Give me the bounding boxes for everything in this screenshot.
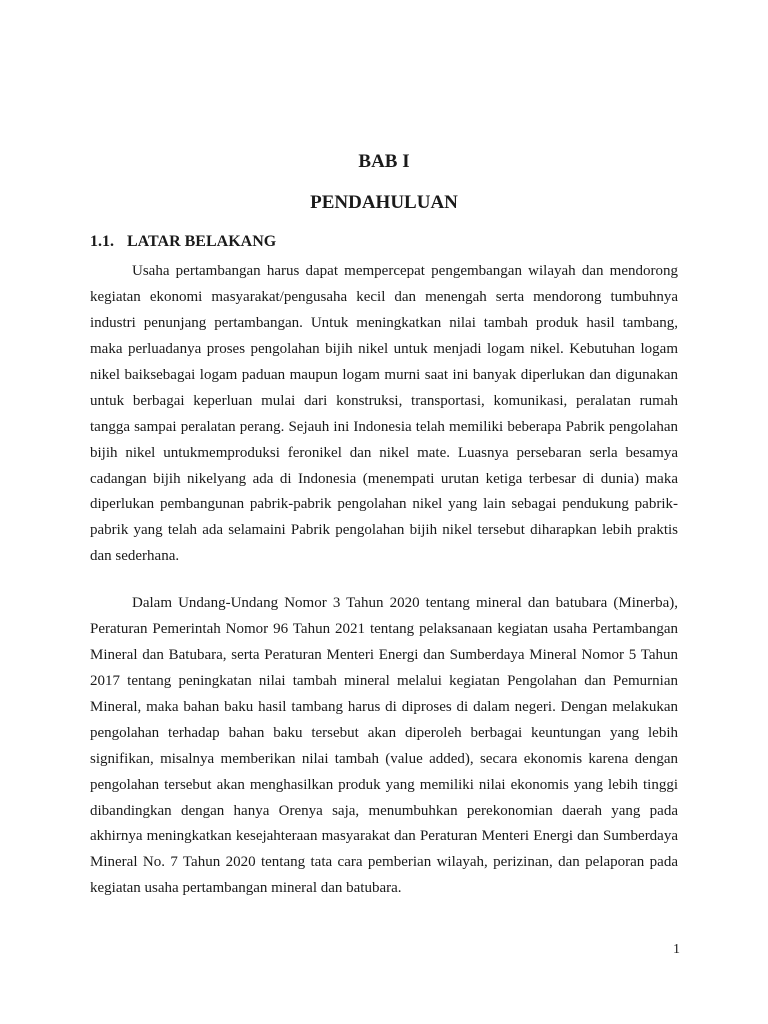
paragraph-line: Mineral dan Batubara, serta Peraturan Menteri Energi dan Sumberdaya Mineral Nomor 5 Tahun (90, 646, 678, 663)
paragraph-line: pengolahan terhadap bahan baku tersebut akan diperoleh berbagai keuntungan yang lebih (90, 724, 678, 741)
paragraph-line: industri penunjang pertambangan. Untuk meningkatkan nilai tambah produk hasil tambang, (90, 314, 678, 331)
section-title: LATAR BELAKANG (127, 233, 277, 250)
paragraph-line: cadangan bijih nikelyang ada di Indonesia (menempati urutan ketiga terbesar di dunia) maka (90, 470, 678, 487)
paragraph-latar-belakang-1 (90, 259, 678, 570)
paragraph-line: diperlukan pembangunan pabrik-pabrik pengolahan nikel yang lain sebagai pendukung pabrik- (90, 496, 678, 513)
chapter-title: PENDAHULUAN (310, 192, 458, 213)
paragraph-line: dibandingkan dengan hanya Orenya saja, menumbuhkan perekonomian daerah yang pada (90, 802, 678, 819)
paragraph-latar-belakang-2 (90, 591, 678, 902)
paragraph-line: signifikan, misalnya memberikan nilai tambah (value added), secara ekonomis karena dengan (90, 750, 678, 767)
paragraph-line: pengolahan tersebut akan menghasilkan produk yang memiliki nilai ekonomis yang lebih tinggi (90, 776, 678, 793)
paragraph-line: Mineral No. 7 Tahun 2020 tentang tata cara pemberian wilayah, perizinan, dan pelaporan pada (90, 854, 678, 871)
page-number: 1 (673, 942, 680, 957)
paragraph-line: Usaha pertambangan harus dapat mempercepat pengembangan wilayah dan mendorong (132, 263, 678, 279)
paragraph-line: Mineral, maka bahan baku hasil tambang harus di diproses di dalam negeri. Dengan melakukan (90, 698, 678, 715)
paragraph-line: akhirnya meningkatkan kesejahteraan masyarakat dan Peraturan Menteri Energi dan Sumberdaya (90, 828, 678, 845)
paragraph-line: untuk berbagai keperluan mulai dari konstruksi, transportasi, komunikasi, peralatan rumah (90, 392, 678, 409)
paragraph-line: Peraturan Pemerintah Nomor 96 Tahun 2021 tentang pelaksanaan kegiatan usaha Pertambangan (90, 620, 678, 637)
paragraph-line: tangga sampai peralatan perang. Sejauh ini Indonesia telah memiliki beberapa Pabrik pengolahan (90, 418, 678, 435)
paragraph-line: maka perluadanya proses pengolahan bijih nikel untuk menjadi logam nikel. Kebutuhan logam (90, 340, 678, 357)
paragraph-line: kegiatan usaha pertambangan mineral dan batubara. (90, 880, 402, 897)
chapter-number: BAB I (358, 151, 410, 172)
paragraph-line: 2017 tentang peningkatan nilai tambah mineral melalui kegiatan Pengolahan dan Pemurnian (90, 672, 678, 689)
paragraph-line: Dalam Undang-Undang Nomor 3 Tahun 2020 tentang mineral dan batubara (Minerba), (132, 595, 678, 611)
paragraph-line: dan sederhana. (90, 548, 180, 565)
paragraph-line: kegiatan ekonomi masyarakat/pengusaha kecil dan menengah serta mendorong tumbuhnya (90, 288, 678, 305)
paragraph-line: bijih nikel untukmemproduksi feronikel dan nikel mate. Luasnya persebaran serla besamya (90, 444, 678, 461)
section-heading (90, 230, 276, 254)
paragraph-line: nikel baiksebagai logam paduan maupun logam murni saat ini banyak diperlukan dan digunakan (90, 366, 678, 383)
section-number: 1.1. (90, 233, 114, 250)
paragraph-line: pabrik yang telah ada selamaini Pabrik pengolahan bijih nikel tersebut diharapkan lebih praktis (90, 522, 678, 539)
